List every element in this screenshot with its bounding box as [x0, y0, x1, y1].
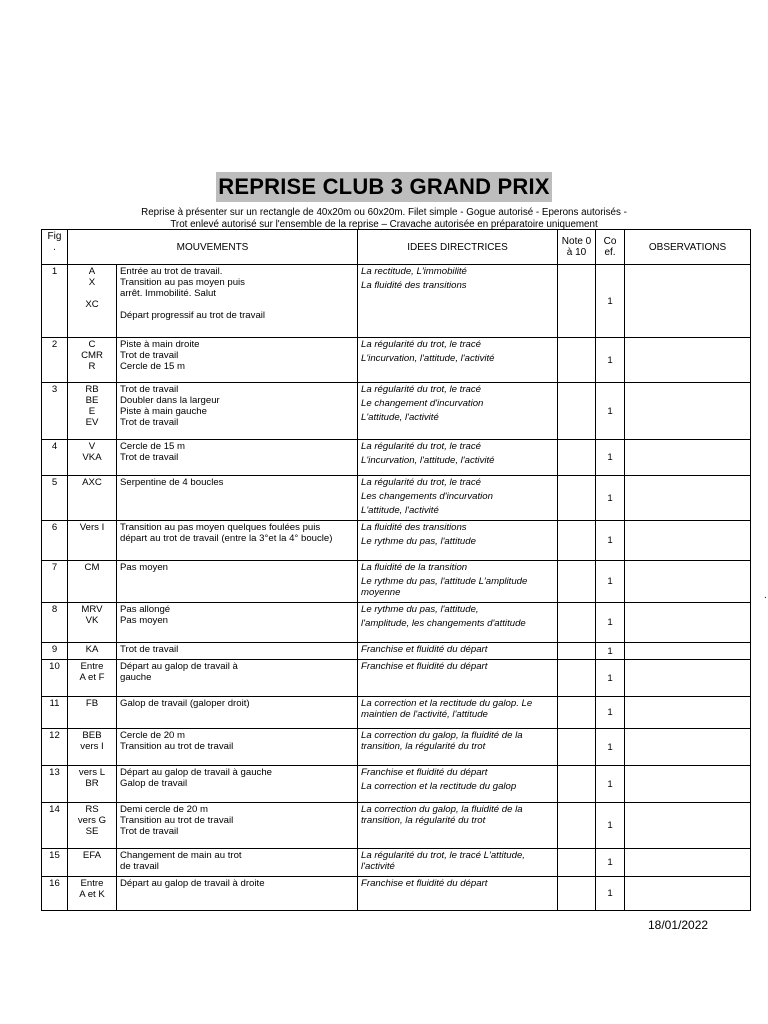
letter-line: RS	[85, 804, 99, 815]
fig-cell	[42, 766, 68, 803]
mouvements-cell	[117, 383, 358, 440]
table-row	[42, 803, 751, 849]
idees-cell	[358, 383, 558, 440]
mouvement-line: Entrée au trot de travail.	[120, 266, 223, 277]
table-row	[42, 877, 751, 911]
mouvements-cell	[117, 643, 358, 660]
fig-cell	[42, 265, 68, 338]
header-fig: Fig .	[42, 230, 68, 265]
fig-cell	[42, 476, 68, 521]
idee-line: La correction du galop, la fluidité de la transition, la régularité du trot	[361, 804, 523, 826]
letter-line: MRV	[81, 604, 103, 615]
note-cell	[558, 877, 596, 911]
note-cell	[558, 338, 596, 383]
letter-line: X	[88, 277, 96, 288]
mouvements-cell	[117, 338, 358, 383]
fig-cell	[42, 603, 68, 643]
letter-line: Entre	[80, 661, 104, 672]
idees-cell	[358, 265, 558, 338]
observations-cell	[625, 849, 751, 877]
coef-cell	[596, 476, 625, 521]
observations-cell	[625, 561, 751, 603]
idee-line: L'incurvation, l'attitude, l'activité	[361, 455, 495, 466]
mouvement-line: Transition au pas moyen puis	[120, 277, 245, 288]
observations-cell	[625, 766, 751, 803]
letter-line	[71, 288, 113, 299]
observations-cell	[625, 476, 751, 521]
mouvements-cell	[117, 729, 358, 766]
idee-line: Franchise et fluidité du départ	[361, 767, 488, 778]
idees-cell	[358, 729, 558, 766]
letter-line: vers L	[78, 767, 106, 778]
fig-cell	[42, 803, 68, 849]
letter-line: XC	[85, 299, 99, 310]
idee-line: Le changement d'incurvation	[361, 398, 484, 409]
mouvement-line: Piste à main droite	[120, 339, 200, 350]
letters-cell	[68, 476, 117, 521]
letter-line: VK	[85, 615, 99, 626]
table-body	[42, 265, 751, 911]
idee-line: La fluidité de la transition	[361, 562, 468, 573]
coef-cell	[596, 729, 625, 766]
observations-cell	[625, 643, 751, 660]
mouvements-cell	[117, 803, 358, 849]
mouvement-line: Trot de travail	[120, 417, 179, 428]
mouvement-line: Trot de travail	[120, 644, 179, 655]
table-row	[42, 561, 751, 603]
coef-value: 1	[607, 741, 613, 753]
note-cell	[558, 849, 596, 877]
header-mouvements: MOUVEMENTS	[68, 230, 358, 265]
mouvements-cell	[117, 561, 358, 603]
fig-cell	[42, 521, 68, 561]
idee-line: Franchise et fluidité du départ	[361, 878, 488, 889]
table-row	[42, 521, 751, 561]
note-cell	[558, 521, 596, 561]
idees-cell	[358, 338, 558, 383]
coef-value: 1	[607, 857, 613, 868]
table-row	[42, 729, 751, 766]
fig-number: 11	[49, 698, 60, 709]
letters-cell	[68, 521, 117, 561]
idees-cell	[358, 440, 558, 476]
idee-line: Les changements d'incurvation	[361, 491, 493, 502]
mouvement-line: Départ au galop de travail à gauche	[120, 767, 273, 778]
mouvements-cell	[117, 603, 358, 643]
idee-line: Le rythme du pas, l'attitude	[361, 536, 476, 547]
table-row	[42, 265, 751, 338]
letters-cell	[68, 265, 117, 338]
mouvements-cell	[117, 660, 358, 697]
mouvements-cell	[117, 697, 358, 729]
coef-value: 1	[607, 778, 613, 790]
letters-cell	[68, 440, 117, 476]
fig-number: 2	[51, 339, 58, 350]
coef-cell	[596, 265, 625, 338]
note-cell	[558, 697, 596, 729]
coef-value: 1	[607, 820, 613, 831]
coef-cell	[596, 643, 625, 660]
table-row	[42, 643, 751, 660]
page-title: REPRISE CLUB 3 GRAND PRIX	[216, 172, 551, 202]
subtitle	[0, 207, 768, 230]
mouvement-line: gauche	[120, 672, 152, 683]
mouvements-cell	[117, 521, 358, 561]
coef-value: 1	[607, 672, 613, 684]
fig-cell	[42, 660, 68, 697]
fig-cell	[42, 383, 68, 440]
idee-line: La fluidité des transitions	[361, 280, 467, 291]
fig-cell	[42, 697, 68, 729]
note-cell	[558, 603, 596, 643]
coef-value: 1	[607, 576, 613, 587]
mouvement-line: arrêt. Immobilité. Salut	[120, 288, 216, 299]
fig-number: 10	[49, 661, 60, 672]
header-row	[42, 230, 751, 265]
idee-line: La correction et la rectitude du galop. Le maintien de l'activité, l'attitude	[361, 698, 533, 720]
note-cell	[558, 383, 596, 440]
coef-value: 1	[607, 354, 613, 366]
idee-line: La rectitude, L'immobilité	[361, 266, 467, 277]
letter-line: EFA	[82, 850, 102, 861]
idees-cell	[358, 803, 558, 849]
note-cell	[558, 265, 596, 338]
letter-line: CM	[84, 562, 100, 573]
note-cell	[558, 440, 596, 476]
letters-cell	[68, 803, 117, 849]
mouvement-line: Pas moyen	[120, 615, 168, 626]
letters-cell	[68, 643, 117, 660]
letters-cell	[68, 338, 117, 383]
coef-cell	[596, 697, 625, 729]
mouvement-line: Cercle de 15 m	[120, 441, 186, 452]
mouvement-line: Galop de travail (galoper droit)	[120, 698, 250, 709]
coef-cell	[596, 849, 625, 877]
idees-cell	[358, 603, 558, 643]
mouvement-line: Demi cercle de 20 m	[120, 804, 208, 815]
letter-line: vers G	[77, 815, 107, 826]
idees-cell	[358, 697, 558, 729]
mouvement-line: de travail	[120, 861, 159, 872]
mouvement-line: Changement de main au trot	[120, 850, 242, 861]
coef-cell	[596, 383, 625, 440]
idee-line: Le rythme du pas, l'attitude L'amplitude moyenne	[361, 576, 528, 598]
fig-number: 1	[51, 266, 58, 277]
fig-number: 15	[49, 850, 60, 861]
letter-line: EV	[85, 417, 99, 428]
mouvement-line: Trot de travail	[120, 350, 179, 361]
letters-cell	[68, 729, 117, 766]
letters-cell	[68, 849, 117, 877]
mouvement-line: Galop de travail	[120, 778, 188, 789]
coef-cell	[596, 766, 625, 803]
letters-cell	[68, 561, 117, 603]
letters-cell	[68, 603, 117, 643]
observations-cell	[625, 265, 751, 338]
letter-line: KA	[85, 644, 99, 655]
letter-line: C	[88, 339, 96, 350]
header-observations: OBSERVATIONS	[625, 230, 751, 265]
subtitle-line-2: Trot enlevé autorisé sur l'ensemble de la reprise – Cravache autorisée en préparatoire uniquement	[170, 218, 598, 230]
mouvement-line: Trot de travail	[120, 384, 179, 395]
idee-line: La régularité du trot, le tracé	[361, 477, 482, 488]
coef-value: 1	[607, 707, 613, 718]
idee-line: La régularité du trot, le tracé	[361, 384, 482, 395]
observations-cell	[625, 603, 751, 643]
note-cell	[558, 766, 596, 803]
idees-cell	[358, 521, 558, 561]
observations-cell	[625, 383, 751, 440]
header-note: Note 0 à 10	[558, 230, 596, 265]
idee-line: Franchise et fluidité du départ	[361, 661, 488, 672]
letter-line: CMR	[81, 350, 103, 361]
idee-line: Le rythme du pas, l'attitude,	[361, 604, 479, 615]
stray-mark: .	[764, 590, 767, 601]
mouvements-cell	[117, 877, 358, 911]
idees-cell	[358, 476, 558, 521]
table-row	[42, 697, 751, 729]
letters-cell	[68, 766, 117, 803]
coef-cell	[596, 660, 625, 697]
title-container	[0, 172, 768, 202]
idees-cell	[358, 561, 558, 603]
mouvement-line: Transition au trot de travail	[120, 815, 234, 826]
coef-value: 1	[607, 295, 613, 307]
coef-value: 1	[607, 645, 613, 657]
observations-cell	[625, 338, 751, 383]
mouvement-line: Transition au trot de travail	[120, 741, 234, 752]
idees-cell	[358, 877, 558, 911]
letter-line: BE	[85, 395, 99, 406]
idee-line: L'attitude, l'activité	[361, 505, 439, 516]
table-row	[42, 766, 751, 803]
mouvements-cell	[117, 766, 358, 803]
header-idees: IDEES DIRECTRICES	[358, 230, 558, 265]
letter-line: BR	[85, 778, 99, 789]
idee-line: L'attitude, l'activité	[361, 412, 439, 423]
mouvement-line: Doubler dans la largeur	[120, 395, 220, 406]
idees-cell	[358, 660, 558, 697]
letter-line: A et F	[79, 672, 105, 683]
letter-line: vers I	[80, 741, 104, 752]
letters-cell	[68, 383, 117, 440]
fig-number: 3	[51, 384, 58, 395]
coef-cell	[596, 877, 625, 911]
letter-line: V	[88, 441, 96, 452]
idee-line: La régularité du trot, le tracé L'attitude, l'activité	[361, 850, 525, 872]
letter-line: AXC	[82, 477, 102, 488]
coef-value: 1	[607, 492, 613, 504]
letter-line: RB	[85, 384, 99, 395]
fig-cell	[42, 643, 68, 660]
fig-number: 12	[49, 730, 60, 741]
note-cell	[558, 803, 596, 849]
header-coef: Co ef.	[596, 230, 625, 265]
coef-value: 1	[607, 888, 613, 899]
fig-number: 7	[51, 562, 58, 573]
mouvements-cell	[117, 849, 358, 877]
letter-line: Vers I	[79, 522, 105, 533]
table-row	[42, 440, 751, 476]
observations-cell	[625, 660, 751, 697]
fig-cell	[42, 877, 68, 911]
fig-cell	[42, 561, 68, 603]
mouvement-line: Cercle de 20 m	[120, 730, 186, 741]
observations-cell	[625, 729, 751, 766]
mouvement-line: Transition au pas moyen quelques foulées puis	[120, 522, 321, 533]
mouvement-line: Trot de travail	[120, 452, 179, 463]
letter-line: BEB	[82, 730, 102, 741]
coef-cell	[596, 338, 625, 383]
fig-cell	[42, 849, 68, 877]
fig-number: 6	[51, 522, 58, 533]
coef-value: 1	[607, 452, 613, 463]
coef-value: 1	[607, 535, 613, 546]
mouvement-line: Pas moyen	[120, 562, 168, 573]
idees-cell	[358, 766, 558, 803]
letters-cell	[68, 697, 117, 729]
fig-number: 16	[49, 878, 60, 889]
fig-number: 13	[49, 767, 60, 778]
fig-number: 4	[51, 441, 58, 452]
subtitle-line-1: Reprise à présenter sur un rectangle de 40x20m ou 60x20m. Filet simple - Gogue autorisé - Eperons autorisés -	[141, 207, 627, 218]
letter-line: A	[88, 266, 96, 277]
observations-cell	[625, 521, 751, 561]
letter-line: E	[88, 406, 96, 417]
mouvement-line: Cercle de 15 m	[120, 361, 186, 372]
observations-cell	[625, 803, 751, 849]
fig-cell	[42, 729, 68, 766]
reprise-table	[41, 229, 751, 911]
idee-line: La correction du galop, la fluidité de la transition, la régularité du trot	[361, 730, 523, 752]
letter-line: R	[88, 361, 96, 372]
mouvement-line: Départ au galop de travail à droite	[120, 878, 265, 889]
mouvement-line: Piste à main gauche	[120, 406, 207, 417]
idee-line: La régularité du trot, le tracé	[361, 339, 482, 350]
note-cell	[558, 476, 596, 521]
table-row	[42, 338, 751, 383]
letter-line: A et K	[79, 889, 105, 900]
observations-cell	[625, 697, 751, 729]
mouvement-line: Serpentine de 4 boucles	[120, 477, 224, 488]
letters-cell	[68, 660, 117, 697]
fig-number: 5	[51, 477, 58, 488]
document-date: 18/01/2022	[648, 918, 709, 932]
letter-line: Entre	[80, 878, 104, 889]
idee-line: L'incurvation, l'attitude, l'activité	[361, 353, 495, 364]
idee-line: Franchise et fluidité du départ	[361, 644, 488, 655]
idee-line: La fluidité des transitions	[361, 522, 467, 533]
letter-line: SE	[85, 826, 99, 837]
mouvements-cell	[117, 476, 358, 521]
fig-cell	[42, 440, 68, 476]
table-row	[42, 660, 751, 697]
table-row	[42, 603, 751, 643]
fig-cell	[42, 338, 68, 383]
observations-cell	[625, 877, 751, 911]
table-row	[42, 849, 751, 877]
mouvement-line: départ au trot de travail (entre la 3°et la 4° boucle)	[120, 533, 333, 544]
coef-cell	[596, 440, 625, 476]
mouvement-line: Départ au galop de travail à	[120, 661, 238, 672]
note-cell	[558, 729, 596, 766]
idee-line: La régularité du trot, le tracé	[361, 441, 482, 452]
note-cell	[558, 660, 596, 697]
fig-number: 8	[51, 604, 58, 615]
idee-line: l'amplitude, les changements d'attitude	[361, 618, 526, 629]
mouvements-cell	[117, 265, 358, 338]
idees-cell	[358, 643, 558, 660]
letter-line: FB	[85, 698, 99, 709]
fig-number: 14	[49, 804, 60, 815]
fig-number: 9	[51, 644, 58, 655]
idee-line: La correction et la rectitude du galop	[361, 781, 517, 792]
observations-cell	[625, 440, 751, 476]
table-row	[42, 383, 751, 440]
table-row	[42, 476, 751, 521]
mouvement-line: Départ progressif au trot de travail	[120, 310, 266, 321]
coef-cell	[596, 803, 625, 849]
letter-line: VKA	[82, 452, 102, 463]
note-cell	[558, 561, 596, 603]
mouvement-line: Pas allongé	[120, 604, 171, 615]
idees-cell	[358, 849, 558, 877]
coef-cell	[596, 603, 625, 643]
coef-cell	[596, 561, 625, 603]
note-cell	[558, 643, 596, 660]
coef-cell	[596, 521, 625, 561]
coef-value: 1	[607, 617, 613, 628]
mouvements-cell	[117, 440, 358, 476]
coef-value: 1	[607, 405, 613, 417]
mouvement-line: Trot de travail	[120, 826, 179, 837]
letters-cell	[68, 877, 117, 911]
